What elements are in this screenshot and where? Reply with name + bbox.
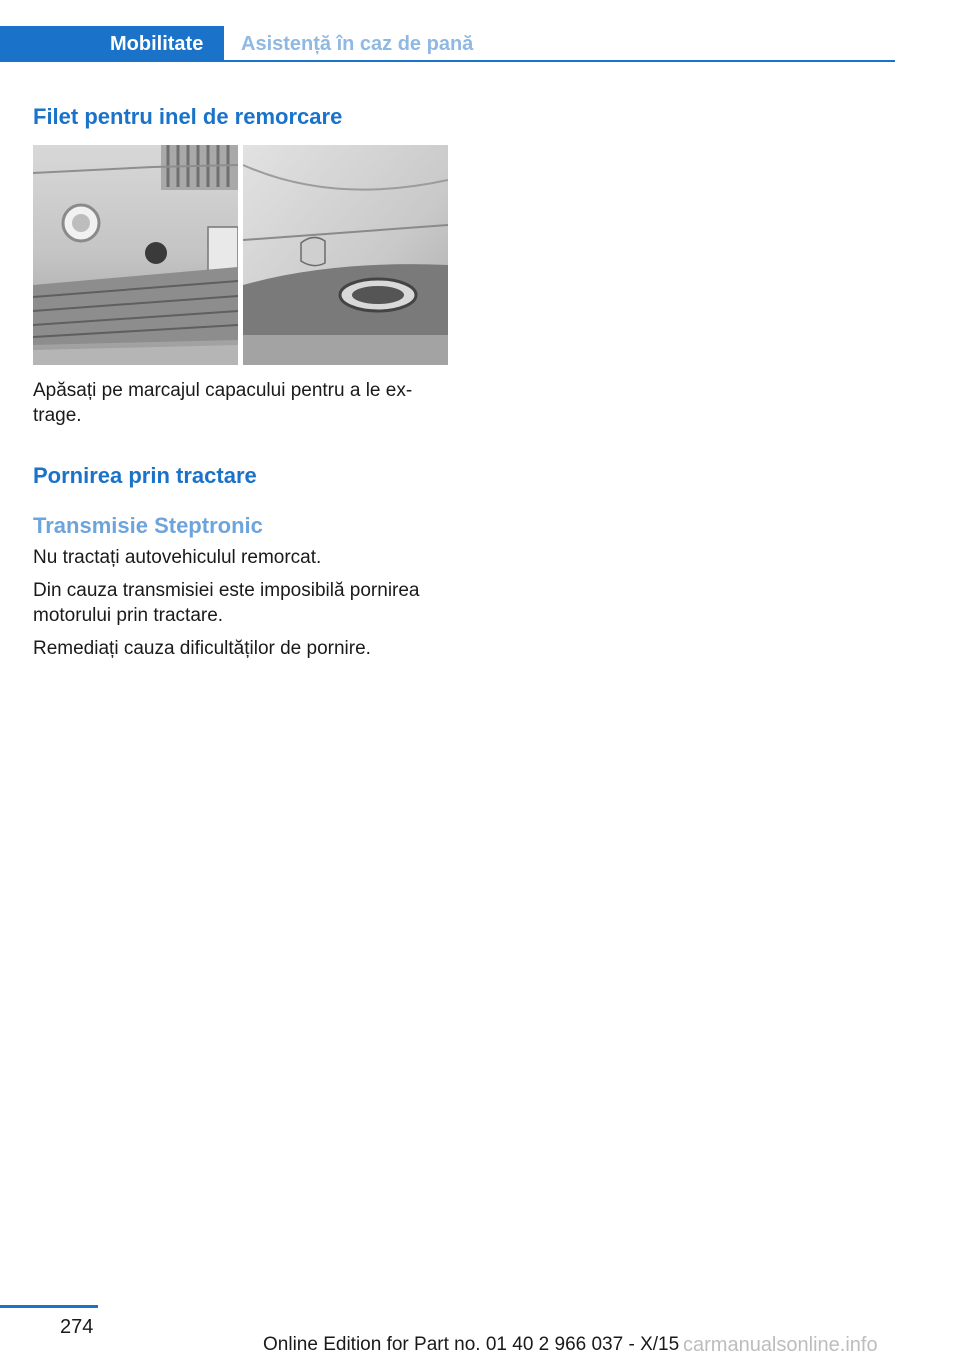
towing-thread-instruction: Apăsați pe marcajul capacului pentru a le ex‐ trage. [33,380,413,426]
section-title-towing-thread: Filet pentru inel de remorcare [33,104,343,129]
tab-asistenta[interactable] [241,26,473,62]
edition-note: Online Edition for Part no. 01 40 2 966 037 - X/15 [263,1334,680,1355]
steptronic-paragraph-2: Din cauza transmisiei este imposibilă pornirea motorului prin tractare. [33,580,420,626]
steptronic-paragraph-1: Nu tractați autovehiculul remorcat. [33,547,322,568]
front-bumper-panel [33,145,238,365]
section-title-tow-start: Pornirea prin tractare [33,463,257,488]
footer-divider [0,1305,98,1308]
tab-asistenta-label: Asistență în caz de pană [241,33,474,55]
tab-mobilitate-label: Mobilitate [110,33,204,55]
watermark: carmanualsonline.info [683,1334,878,1356]
bumper-illustration [33,145,448,365]
page-number: 274 [60,1316,94,1338]
tab-mobilitate[interactable] [0,26,224,62]
steptronic-paragraph-3: Remediați cauza dificultăților de pornire. [33,638,371,659]
header-divider [0,60,895,62]
rear-bumper-panel [243,145,448,365]
subsection-title-steptronic: Transmisie Steptronic [33,513,263,538]
